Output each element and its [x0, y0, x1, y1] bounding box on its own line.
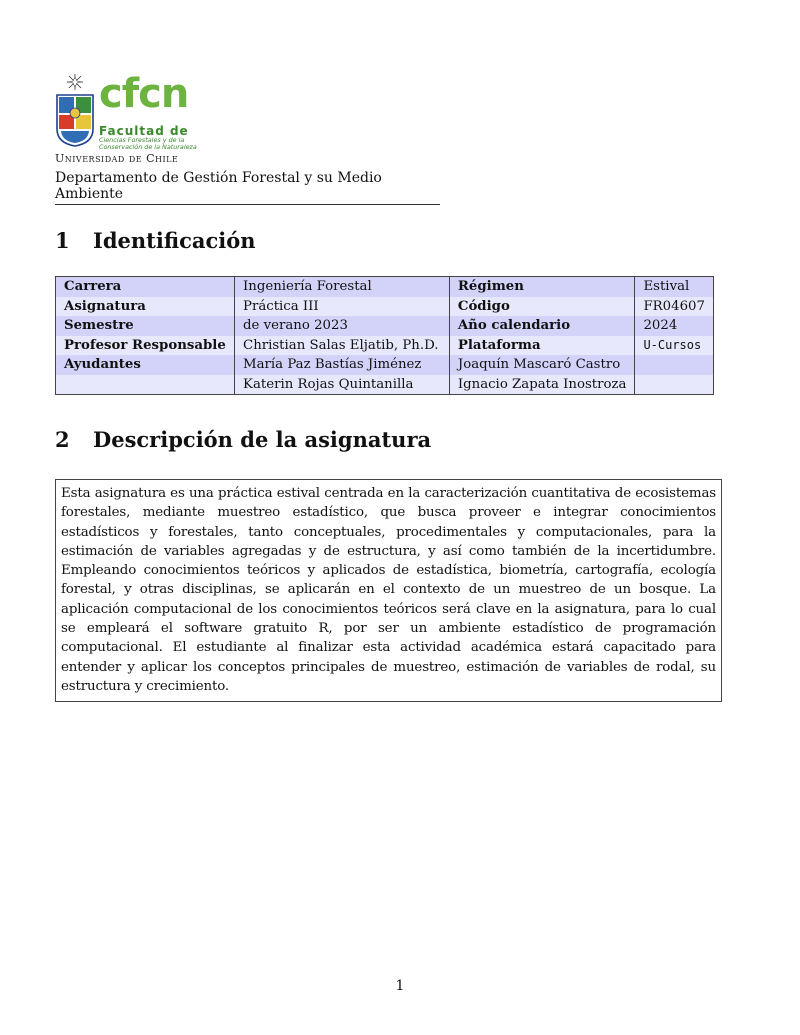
table-cell: Katerin Rojas Quintanilla — [235, 375, 450, 395]
page-number: 1 — [395, 978, 405, 994]
university-name: Universidad de Chile — [55, 152, 179, 165]
table-cell: Ayudantes — [56, 355, 235, 375]
faculty-logo — [55, 66, 205, 166]
course-description: Esta asignatura es una práctica estival centrada en la caracterización cuantitativa de ecosistemas forestales, mediante muestreo estadístico, que busca proveer e integrar conocimientos estadísticos y forestales, tanto conceptuales, procedimentales y computacionales, para la estimación de variables agregadas y de estructura, y así como también de la incertidumbre. Empleando conocimientos teóricos y aplicados de estadística, biometría, cartografía, ecología forestal, y otras disciplinas, se aplicarán en el contexto de un muestreo de un bosque. La aplicación computacional de los conocimientos teóricos será clave en la asignatura, para lo cual se empleará el software gratuito R, por ser un ambiente estadístico de programación computacional. El estudiante al finalizar esta actividad académica estará capacitado para entender y aplicar los conceptos principales de muestreo, estimación de variables de rodal, su estructura y crecimiento. — [55, 479, 722, 702]
table-cell: FR04607 — [635, 297, 714, 317]
section-number: 1 — [55, 228, 70, 253]
logo-faculty-line-3: Conservación de la Naturaleza — [99, 143, 197, 151]
table-row — [56, 375, 714, 395]
table-row — [56, 316, 714, 336]
table-cell: Profesor Responsable — [56, 336, 235, 356]
section-heading-identification — [55, 228, 256, 253]
table-cell — [635, 355, 714, 375]
university-crest-icon — [55, 73, 95, 147]
section-title: Descripción de la asignatura — [93, 427, 432, 452]
logo-faculty-line-1: Facultad de — [99, 124, 189, 138]
table-cell: Christian Salas Eljatib, Ph.D. — [235, 336, 450, 356]
table-cell: Carrera — [56, 277, 235, 297]
table-cell: María Paz Bastías Jiménez — [235, 355, 450, 375]
table-cell: Semestre — [56, 316, 235, 336]
table-cell: Ingeniería Forestal — [235, 277, 450, 297]
table-cell: Ignacio Zapata Inostroza — [449, 375, 635, 395]
table-row — [56, 297, 714, 317]
section-number: 2 — [55, 427, 70, 452]
identification-table — [55, 276, 714, 395]
logo-wordmark: cfcn — [99, 71, 189, 117]
logo-faculty-line-2: Ciencias Forestales y de la — [99, 136, 185, 144]
table-cell — [56, 375, 235, 395]
table-cell: Plataforma — [449, 336, 635, 356]
section-title: Identificación — [93, 228, 256, 253]
table-cell: 2024 — [635, 316, 714, 336]
table-cell — [635, 375, 714, 395]
section-heading-description — [55, 427, 431, 452]
table-cell: Joaquín Mascaró Castro — [449, 355, 635, 375]
table-cell: Asignatura — [56, 297, 235, 317]
department-name: Departamento de Gestión Forestal y su Medio Ambiente — [55, 170, 440, 205]
table-row — [56, 277, 714, 297]
table-row — [56, 355, 714, 375]
table-row — [56, 336, 714, 356]
table-cell: Régimen — [449, 277, 635, 297]
table-cell: Práctica III — [235, 297, 450, 317]
table-cell: U-Cursos — [635, 336, 714, 356]
table-cell: Año calendario — [449, 316, 635, 336]
table-cell: Estival — [635, 277, 714, 297]
table-cell: de verano 2023 — [235, 316, 450, 336]
table-cell: Código — [449, 297, 635, 317]
